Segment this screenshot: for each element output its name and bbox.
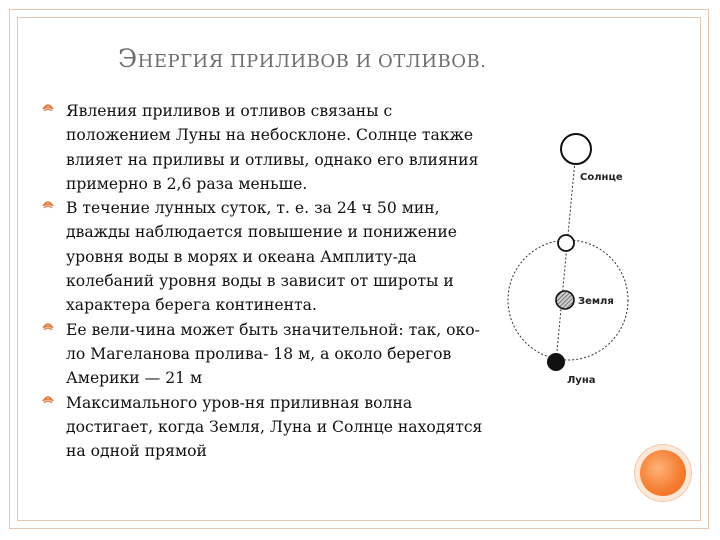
moon-position-icon <box>558 235 574 251</box>
slide-title <box>118 44 588 80</box>
moon-icon <box>547 353 565 371</box>
sun-icon <box>561 134 591 164</box>
bullet-text: Явления приливов и отливов связаны с положением Луны на небосклоне. Солнце также влияет на приливы и отливы, однако его влияния примерно в 2,6 раза меньше. <box>66 102 479 193</box>
list-item <box>34 391 484 464</box>
list-item <box>34 99 484 196</box>
bullet-icon <box>42 394 54 406</box>
list-item <box>34 318 484 391</box>
bullet-list <box>34 99 484 463</box>
sun-earth-moon-diagram <box>495 125 645 395</box>
earth-label: Земля <box>578 296 614 307</box>
decorative-circle <box>640 450 686 496</box>
bullet-icon <box>42 102 54 114</box>
bullet-text: Ее вели-чина может быть значительной: так, око-ло Магеланова пролива- 18 м, а около берегов Америки — 21 м <box>66 320 480 388</box>
moon-label: Луна <box>567 375 596 386</box>
sun-label: Солнце <box>580 172 623 183</box>
earth-icon <box>556 291 574 309</box>
alignment-line <box>556 150 576 362</box>
bullet-icon <box>42 321 54 333</box>
title-rest: НЕРГИЯ ПРИЛИВОВ И ОТЛИВОВ. <box>137 51 487 72</box>
title-first-letter: Э <box>118 44 138 73</box>
bullet-text: Максимального уров-ня приливная волна достигает, когда Земля, Луна и Солнце находятся на одной прямой <box>66 393 483 461</box>
bullet-icon <box>42 199 54 211</box>
list-item <box>34 196 484 317</box>
bullet-text: В течение лунных суток, т. е. за 24 ч 50 мин, дважды наблюдается повышение и понижение уровня воды в морях и океана Амплиту-да колебаний уровня воды в зависит от широты и характера берега континента. <box>66 199 458 315</box>
